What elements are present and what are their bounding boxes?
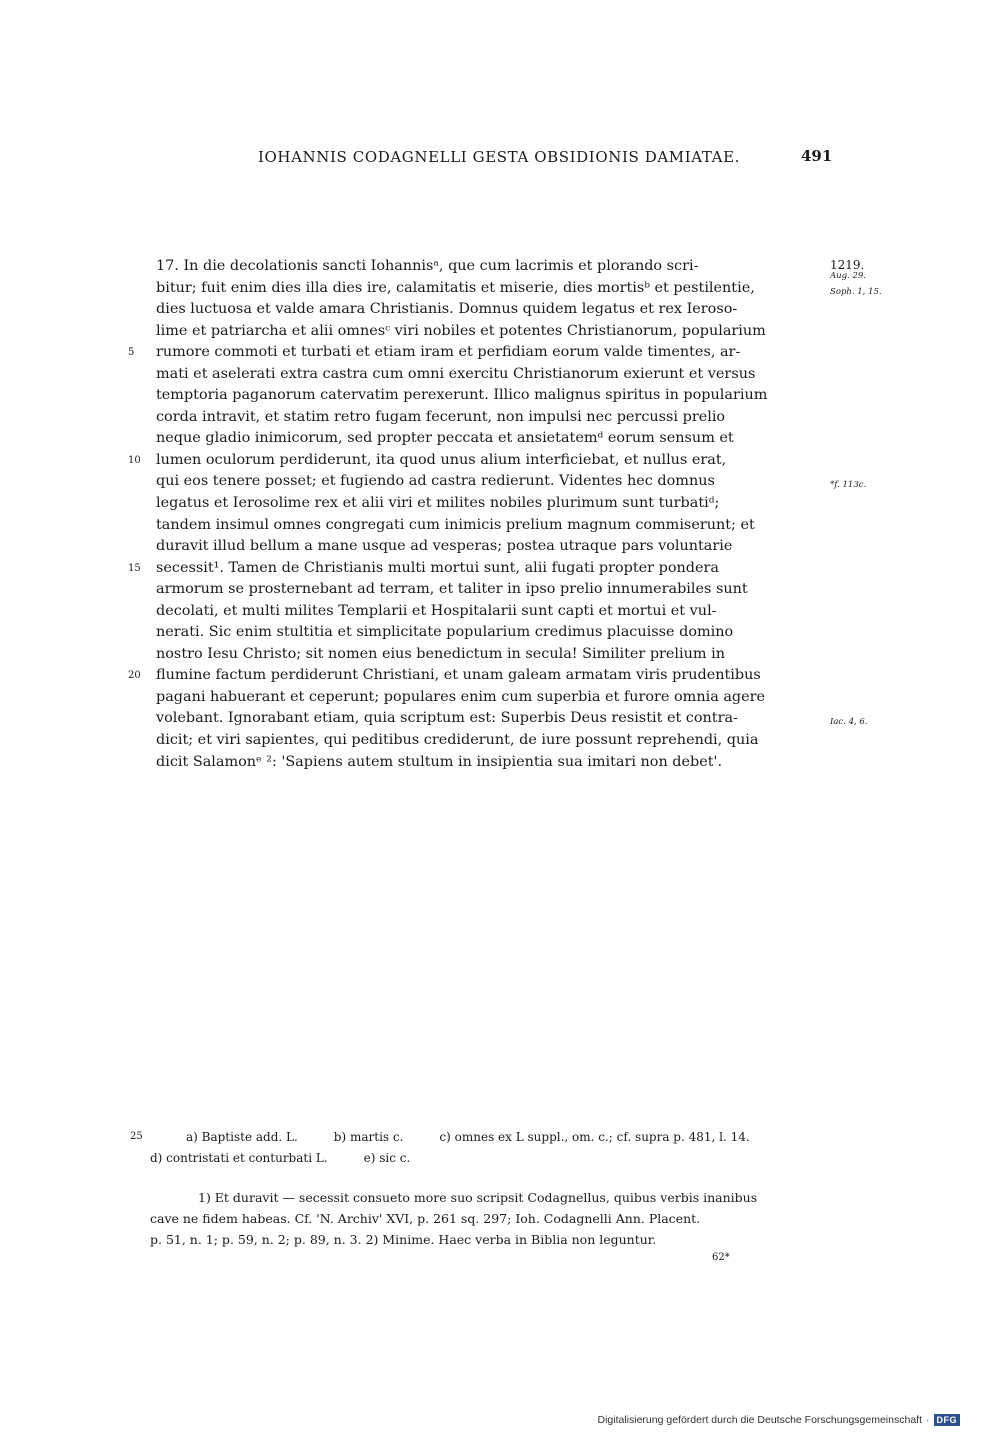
text-line: armorum se prosternebant ad terram, et taliter in ipso prelio innumerabiles sunt	[156, 581, 748, 598]
line-number: 5	[128, 347, 135, 358]
running-title: IOHANNIS CODAGNELLI GESTA OBSIDIONIS DAMIATAE.	[258, 148, 741, 166]
text-line: pagani habuerant et ceperunt; populares enim cum superbia et furore omnia agere	[156, 688, 766, 705]
margin-folio: *f. 113c.	[830, 480, 867, 490]
main-text	[156, 256, 824, 773]
text-line: neque gladio inimicorum, sed propter peccata et ansietatemᵈ eorum sensum et	[156, 430, 734, 447]
text-line: volebant. Ignorabant etiam, quia scriptum est: Superbis Deus resistit et contra-	[156, 710, 738, 727]
separator: ·	[926, 1414, 930, 1426]
text-line: qui eos tenere posset; et fugiendo ad castra redierunt. Videntes hec domnus	[156, 473, 715, 490]
margin-reference: Iac. 4, 6.	[830, 717, 868, 727]
note-line: 1) Et duravit — secessit consueto more suo scripsit Codagnellus, quibus verbis inanibus	[198, 1190, 758, 1205]
text-line: dies luctuosa et valde amara Christianis. Domnus quidem legatus et rex Ieroso-	[156, 301, 738, 318]
credit-text: Digitalisierung gefördert durch die Deutsche Forschungsgemeinschaft	[597, 1414, 922, 1426]
text-line: flumine factum perdiderunt Christiani, et unam galeam armatam viris prudentibus	[156, 667, 761, 684]
text-line: corda intravit, et statim retro fugam fecerunt, non impulsi nec percussi prelio	[156, 408, 726, 425]
text-line: bitur; fuit enim dies illa dies ire, calamitatis et miserie, dies mortisᵇ et pestilentie,	[156, 279, 755, 296]
text-line: nerati. Sic enim stultitia et simplicitate popularium credimus placuisse domino	[156, 624, 734, 641]
text-line: dicit Salamonᵉ ²: 'Sapiens autem stultum in insipientia sua imitari non debet'.	[156, 753, 723, 770]
text-line: legatus et Ierosolime rex et alii viri et milites nobiles plurimum sunt turbatiᵈ;	[156, 495, 720, 512]
dfg-logo-icon: DFG	[934, 1414, 961, 1426]
line-number: 20	[128, 670, 141, 681]
apparatus-line	[150, 1148, 830, 1169]
line-number: 10	[128, 455, 141, 466]
text-line: rumore commoti et turbati et etiam iram et perfidiam eorum valde timentes, ar-	[156, 344, 741, 361]
explanatory-notes	[150, 1187, 822, 1250]
apparatus-note: a) Baptiste add. L.	[186, 1130, 298, 1144]
apparatus-note: e) sic c.	[363, 1151, 411, 1165]
text-line: temptoria paganorum catervatim perexerunt. Illico malignus spiritus in popularium	[156, 387, 768, 404]
apparatus-note: c) omnes ex L suppl., om. c.; cf. supra p. 481, l. 14.	[439, 1130, 750, 1144]
apparatus-line	[150, 1127, 830, 1148]
text-line: duravit illud bellum a mane usque ad vesperas; postea utraque pars voluntarie	[156, 538, 733, 555]
text-line: nostro Iesu Christo; sit nomen eius benedictum in secula! Similiter prelium in	[156, 645, 725, 662]
margin-reference: Soph. 1, 15.	[830, 287, 882, 297]
critical-apparatus	[150, 1127, 830, 1169]
note-line: p. 51, n. 1; p. 59, n. 2; p. 89, n. 3. 2) Minime. Haec verba in Biblia non leguntur.	[150, 1232, 657, 1247]
text-line: dicit; et viri sapientes, qui peditibus crediderunt, de iure possunt reprehendi, quia	[156, 732, 759, 749]
note-line: cave ne fidem habeas. Cf. 'N. Archiv' XVI, p. 261 sq. 297; Ioh. Codagnelli Ann. Placent.	[150, 1211, 701, 1226]
apparatus-note: d) contristati et conturbati L.	[150, 1151, 328, 1165]
text-line: lumen oculorum perdiderunt, ita quod unus alium interficiebat, et nullus erat,	[156, 451, 727, 468]
text-line: tandem insimul omnes congregati cum inimicis prelium magnum commiserunt; et	[156, 516, 755, 533]
margin-year: 1219.	[830, 258, 865, 272]
text-line: 17. In die decolationis sancti Iohannisᵃ, que cum lacrimis et plorando scri-	[156, 258, 699, 274]
line-number: 15	[128, 563, 141, 574]
signature-mark: 62*	[712, 1252, 730, 1263]
text-line: lime et patriarcha et alii omnesᶜ viri nobiles et potentes Christianorum, popularium	[156, 322, 766, 339]
apparatus-line-number: 25	[130, 1131, 143, 1142]
apparatus-note: b) martis c.	[333, 1130, 404, 1144]
page-number: 491	[801, 147, 833, 165]
text-line: mati et aselerati extra castra cum omni exercitu Christianorum exierunt et versus	[156, 365, 756, 382]
digitization-credit	[597, 1414, 960, 1426]
margin-date: Aug. 29.	[830, 271, 866, 281]
text-line: secessit¹. Tamen de Christianis multi mortui sunt, alii fugati propter pondera	[156, 559, 719, 576]
text-line: decolati, et multi milites Templarii et Hospitalarii sunt capti et mortui et vul-	[156, 602, 717, 619]
